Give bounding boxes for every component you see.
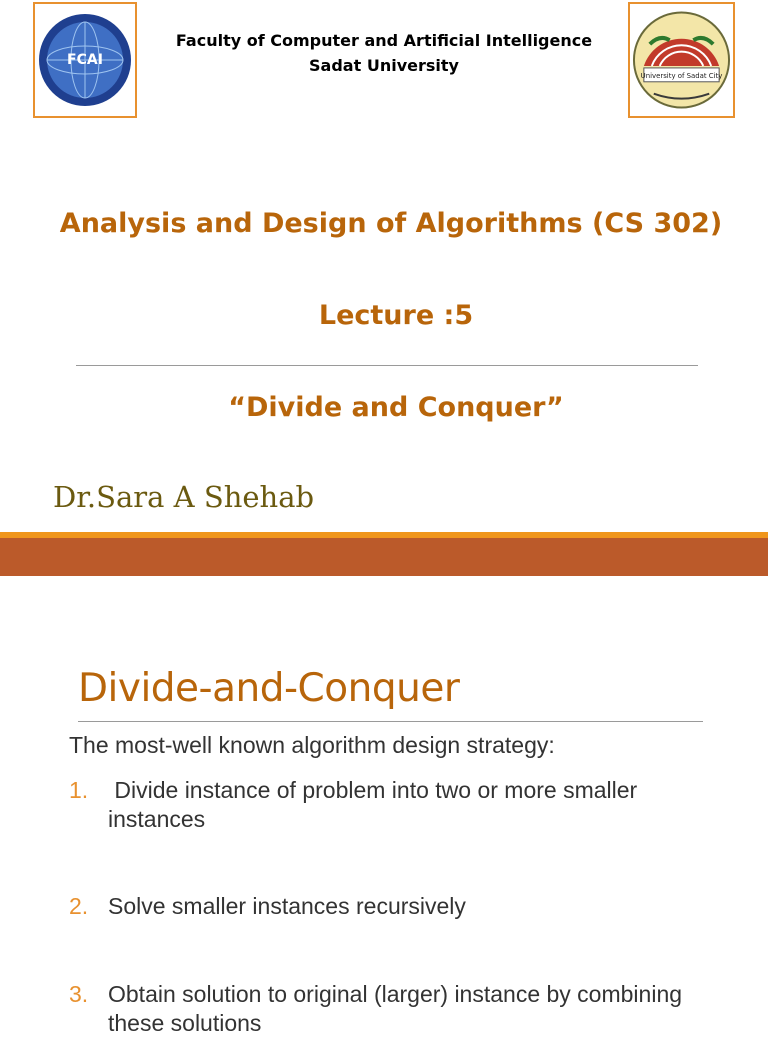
content-slide: [0, 576, 768, 1036]
intro-text: The most-well known algorithm design strategy:: [69, 732, 555, 758]
slide-title-divider: [78, 721, 703, 722]
list-item-number: 1.: [69, 777, 89, 803]
list-item-text: Divide instance of problem into two or more smaller instances: [108, 777, 644, 832]
slide-separator-band: [0, 538, 768, 576]
list-item-text: Solve smaller instances recursively: [108, 893, 466, 919]
list-item-number: 2.: [69, 893, 89, 919]
list-item-number: 3.: [69, 981, 89, 1007]
faculty-name: Faculty of Computer and Artificial Intelligence: [175, 31, 593, 50]
list-item: [69, 980, 709, 1038]
lecture-number: Lecture :5: [318, 300, 474, 331]
globe-icon: [35, 4, 135, 116]
author-name: Dr.Sara A Shehab: [53, 480, 315, 514]
sadat-university-logo: [628, 2, 735, 118]
list-item: [69, 892, 709, 921]
list-item-text: Obtain solution to original (larger) instance by combining these solutions: [108, 981, 683, 1036]
course-title: Analysis and Design of Algorithms (CS 302): [59, 208, 723, 239]
university-name: Sadat University: [309, 56, 459, 75]
slide-title: Divide-and-Conquer: [78, 666, 460, 711]
university-crest-icon: [630, 4, 733, 116]
fcai-logo: [33, 2, 137, 118]
svg-text:University of Sadat City: University of Sadat City: [640, 71, 723, 80]
lecture-topic: “Divide and Conquer”: [228, 392, 564, 423]
title-divider: [76, 365, 698, 366]
list-item: [69, 776, 709, 834]
svg-text:FCAI: FCAI: [67, 52, 103, 68]
